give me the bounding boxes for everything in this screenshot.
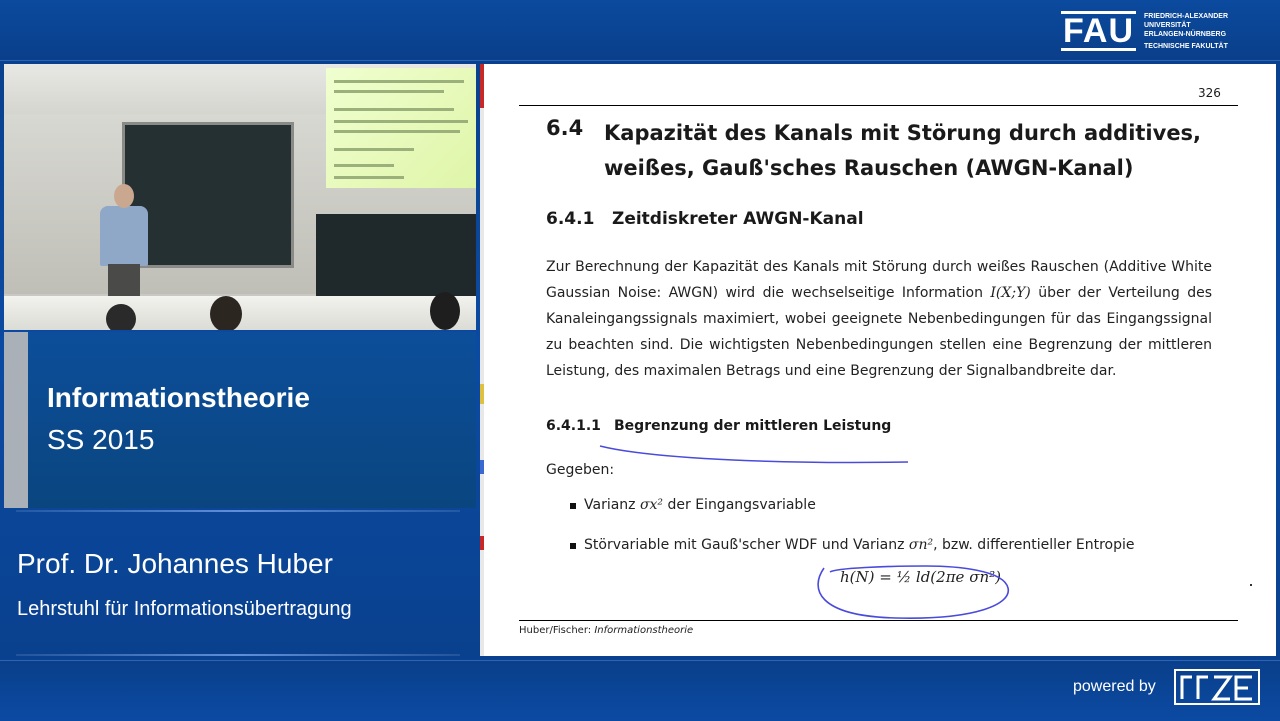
video-blackboard-right <box>316 214 476 304</box>
fau-logo-line-1: FRIEDRICH-ALEXANDER <box>1144 12 1228 20</box>
given-label: Gegeben: <box>546 462 615 478</box>
fau-logo-line-3: ERLANGEN-NÜRNBERG <box>1144 30 1227 38</box>
pen-tool-blue[interactable] <box>480 460 484 474</box>
course-title-block <box>4 332 476 508</box>
subsubsection-number: 6.4.1.1 <box>546 418 601 434</box>
video-audience-head <box>106 304 136 330</box>
pen-tool-red[interactable] <box>480 536 484 550</box>
top-header-bar <box>0 0 1280 61</box>
pen-tool-red[interactable] <box>480 64 484 108</box>
video-lecturer <box>100 206 148 266</box>
bullet-item: Varianz σx² der Eingangsvariable <box>584 497 816 513</box>
video-audience-head <box>430 292 460 330</box>
fau-faculty: TECHNISCHE FAKULTÄT <box>1144 42 1228 50</box>
pen-tool-yellow[interactable] <box>480 384 484 404</box>
fau-logo-line-2: UNIVERSITÄT <box>1144 21 1191 29</box>
header-rule <box>519 105 1238 106</box>
ink-circle-annotation <box>806 558 1016 628</box>
section-number: 6.4 <box>546 116 584 140</box>
mutual-information-symbol: I(X;Y) <box>990 285 1031 301</box>
professor-name: Prof. Dr. Johannes Huber <box>17 548 333 579</box>
slide-edge <box>480 64 484 656</box>
slide-footer: Huber/Fischer: Informationstheorie <box>519 625 694 636</box>
intro-paragraph: Zur Berechnung der Kapazität des Kanals mit Störung durch weißes Rauschen (Additive White Gaussian Noise: AWGN) wird die wechselseitige Information I(X;Y) über der Verteilung des Kanaleingangssignals maximiert, wobei geeignete Nebenbedingungen für das Eingangssignal zu beachten sind. Die wichtigsten Nebenbedingungen stellen eine Begrenzung der mittleren Leistung, des maximalen Betrags und eine Begrenzung der Signalbandbreite dar. <box>546 259 1212 379</box>
powered-by-label: powered by <box>1073 678 1156 695</box>
lecture-video[interactable] <box>4 64 476 330</box>
course-title: Informationstheorie <box>47 382 310 413</box>
video-audience-head <box>210 296 242 330</box>
chair-name: Lehrstuhl für Informationsübertragung <box>17 598 352 620</box>
subsection-title: Zeitdiskreter AWGN-Kanal <box>612 209 864 229</box>
section-title: Kapazität des Kanals mit Störung durch additives, weißes, Gauß'sches Rauschen (AWGN-Kanal) <box>604 121 1202 180</box>
subsubsection-title: Begrenzung der mittleren Leistung <box>614 418 892 434</box>
ink-underline-annotation <box>596 438 914 468</box>
bullet-item: Störvariable mit Gauß'scher WDF und Varianz σn², bzw. differentieller Entropie <box>584 537 1135 553</box>
video-lecturer-head <box>114 184 134 208</box>
title-accent-bar <box>4 332 28 508</box>
lecture-slide <box>480 64 1276 656</box>
page-number: 326 <box>1198 86 1221 100</box>
subsection-number: 6.4.1 <box>546 209 595 229</box>
fau-logo <box>1061 8 1228 54</box>
stray-dot <box>1250 584 1252 586</box>
entropy-formula: h(N) = ½ ld(2πe σn²) <box>840 568 1001 586</box>
video-projection <box>326 68 476 188</box>
fau-logo-mark: FAU <box>1063 12 1134 50</box>
divider <box>16 654 460 656</box>
rrze-logo <box>1174 669 1260 705</box>
divider <box>16 510 460 512</box>
fau-logo-text <box>1144 12 1228 51</box>
semester: SS 2015 <box>47 424 155 455</box>
footer-rule <box>519 620 1238 621</box>
